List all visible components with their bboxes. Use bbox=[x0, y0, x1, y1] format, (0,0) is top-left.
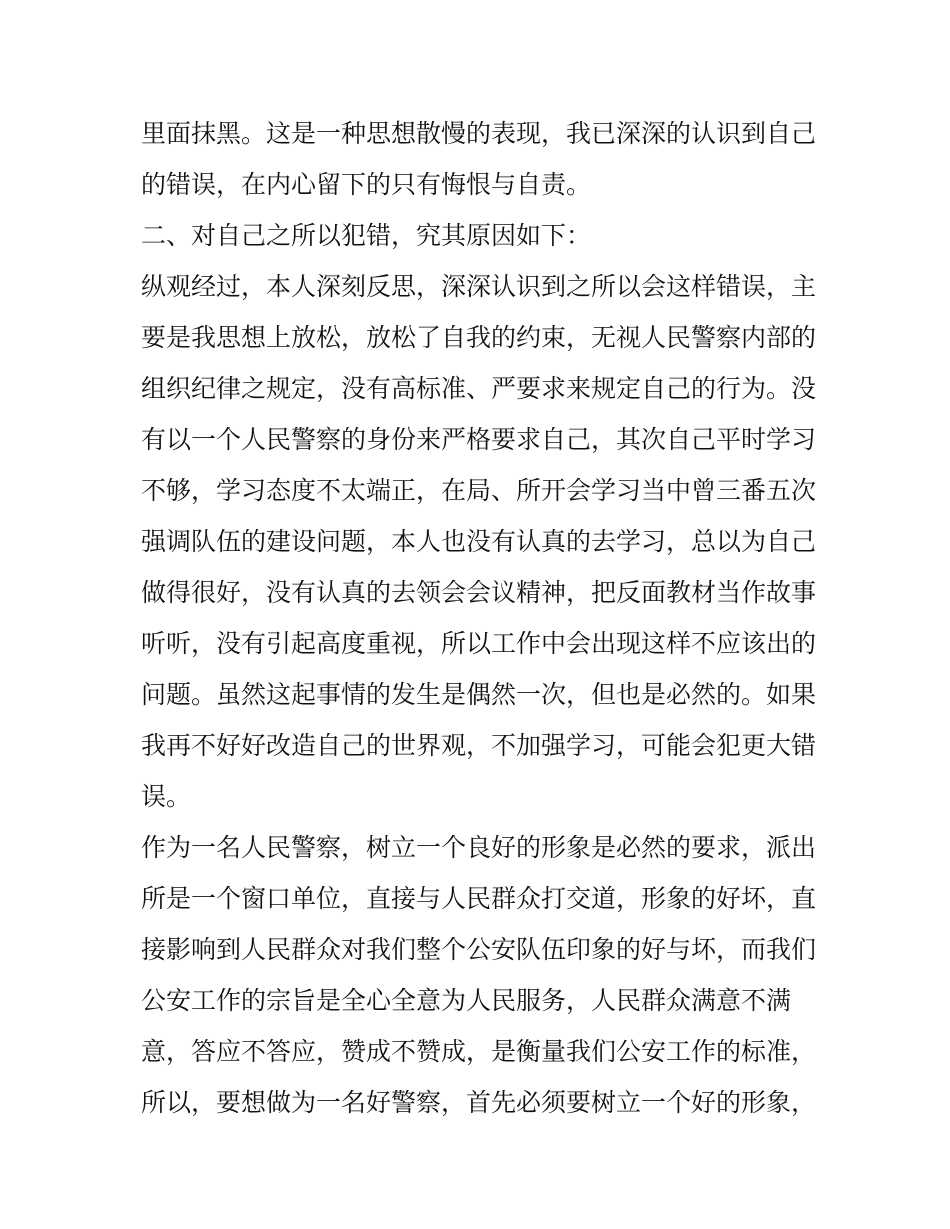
section-heading: 二、对自己之所以犯错，究其原因如下： bbox=[141, 221, 592, 250]
text-line: 所是一个窗口单位，直接与人民群众打交道，形象的好坏，直 bbox=[141, 884, 817, 913]
text-line: 组织纪律之规定，没有高标准、严要求来规定自己的行为。没 bbox=[141, 374, 817, 403]
text-line: 所以，要想做为一名好警察，首先必须要树立一个好的形象， bbox=[141, 1088, 817, 1117]
text-line: 作为一名人民警察，树立一个良好的形象是必然的要求，派出 bbox=[141, 833, 817, 862]
text-line: 误。 bbox=[141, 782, 192, 811]
text-line: 里面抹黑。这是一种思想散慢的表现，我已深深的认识到自己 bbox=[141, 119, 817, 148]
text-line: 公安工作的宗旨是全心全意为人民服务，人民群众满意不满 bbox=[141, 986, 792, 1015]
document-body bbox=[141, 108, 821, 1128]
text-line: 做得很好，没有认真的去领会会议精神，把反面教材当作故事 bbox=[141, 578, 817, 607]
text-line: 强调队伍的建设问题，本人也没有认真的去学习，总以为自己 bbox=[141, 527, 817, 556]
text-line: 问题。虽然这起事情的发生是偶然一次，但也是必然的。如果 bbox=[141, 680, 817, 709]
text-line: 有以一个人民警察的身份来严格要求自己，其次自己平时学习 bbox=[141, 425, 817, 454]
text-line: 纵观经过，本人深刻反思，深深认识到之所以会这样错误，主 bbox=[141, 272, 817, 301]
text-line: 的错误，在内心留下的只有悔恨与自责。 bbox=[141, 170, 592, 199]
text-line: 要是我思想上放松，放松了自我的约束，无视人民警察内部的 bbox=[141, 323, 817, 352]
text-line: 听听，没有引起高度重视，所以工作中会出现这样不应该出的 bbox=[141, 629, 817, 658]
text-line: 我再不好好改造自己的世界观，不加强学习，可能会犯更大错 bbox=[141, 731, 817, 760]
text-line: 不够，学习态度不太端正，在局、所开会学习当中曾三番五次 bbox=[141, 476, 817, 505]
text-line: 意，答应不答应，赞成不赞成，是衡量我们公安工作的标准， bbox=[141, 1037, 817, 1066]
text-line: 接影响到人民群众对我们整个公安队伍印象的好与坏，而我们 bbox=[141, 935, 817, 964]
